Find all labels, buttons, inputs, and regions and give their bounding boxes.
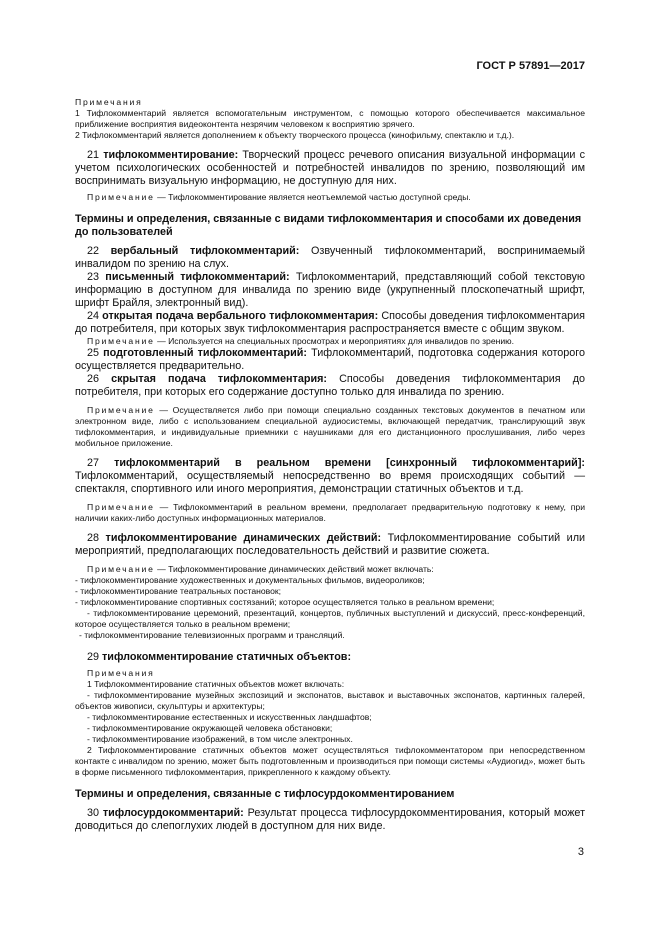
list-item: - тифлокомментирование телевизионных программ и трансляций. [79, 630, 345, 640]
list-item: - тифлокомментирование изображений, в том числе электронных. [87, 734, 353, 744]
term-27-note: Примечание — Тифлокомментарий в реальном времени, предполагает предварительную подготовку к нему, при наличии каких-либо доступных информационных материалов. [75, 502, 585, 523]
page-body [75, 55, 585, 833]
term-24: 24 открытая подача вербального тифлокомментария: Способы доведения тифлокомментария до потребителя, при которых звук тифлокомментария распространяется вместе с общим звуком. [75, 310, 586, 335]
term-29-note-1: 1 Тифлокомментирование статичных объектов может включать: [87, 679, 345, 689]
term-25: 25 подготовленный тифлокомментарий: Тифлокомментарий, подготовка содержания которого осуществляется предварительно. [75, 347, 586, 372]
term-23: 23 письменный тифлокомментарий: Тифлокомментарий, представляющий собой текстовую информацию в доступном для инвалида по зрению виде (укрупненный плоскопечатный шрифт, шрифт Брайля, электронный вид). [75, 271, 586, 309]
term-29-notes-label: Примечания [87, 668, 155, 678]
section-heading-2: Термины и определения, связанные с тифлосурдокомментированием [75, 788, 455, 800]
term-22: 22 вербальный тифлокомментарий: Озвученный тифлокомментарий, воспринимаемый инвалидом по зрению на слух. [75, 245, 585, 270]
term-24-note: Примечание — Используется на специальных просмотрах и мероприятиях для инвалидов по зрению. [87, 336, 514, 346]
term-26-note: Примечание — Осуществляется либо при помощи специально созданных текстовых документов в печатном или электронном виде, либо с использованием специальной аудиосистемы, включающей передатчик, транслирующий звук тифлокомментария, и индивидуальные приемники с наушниками для его дистанционного прослушивания, либо через мобильное приложение. [75, 405, 585, 448]
term-30: 30 тифлосурдокомментарий: Результат процесса тифлосурдокомментирования, который может доводиться до слепоглухих людей в доступном для них виде. [75, 807, 586, 832]
list-item: - тифлокомментирование художественных и документальных фильмов, видеороликов; [75, 575, 425, 585]
document-header: ГОСТ Р 57891—2017 [476, 60, 585, 72]
note-1: 1 Тифлокомментарий является вспомогательным инструментом, с помощью которого обеспечивается максимальное приближение восприятия видеоконтента незрячим человеком к восприятию зрячего. [75, 108, 585, 129]
term-28: 28 тифлокомментирование динамических действий: Тифлокомментирование событий или мероприятий, предполагающих последовательность действий и развитие сюжета. [75, 532, 586, 557]
term-28-note: Примечание — Тифлокомментирование динамических действий может включать: [87, 564, 434, 574]
list-item: - тифлокомментирование окружающей человека обстановки; [87, 723, 333, 733]
list-item: - тифлокомментирование естественных и искусственных ландшафтов; [87, 712, 372, 722]
term-29-note-2: 2 Тифлокомментирование статичных объектов может осуществляться тифлокомментатором при непосредственном контакте с инвалидом по зрению, может быть подготовленным и производиться при помощи системы «Аудиогид», может быть в форме письменного тифлокомментария, прикрепленного к каждому объекту. [75, 745, 585, 777]
note-2: 2 Тифлокомментарий является дополнением к объекту творческого процесса (кинофильму, спектаклю и т.д.). [75, 130, 515, 140]
term-21-note: Примечание — Тифлокомментирование является неотъемлемой частью доступной среды. [87, 192, 471, 202]
list-item: - тифлокомментирование спортивных состязаний; которое осуществляется только в реальном времени; [75, 597, 495, 607]
term-27: 27 тифлокомментарий в реальном времени [синхронный тифлокомментарий]: Тифлокомментарий, осуществляемый непосредственно во время происходящих событий — спектакля, спортивного или иного мероприятия, демонстрации статичных объектов и т.д. [75, 457, 586, 495]
section-heading-1: Термины и определения, связанные с видами тифлокомментария и способами их доведения до пользователей [75, 213, 582, 238]
term-26: 26 скрытая подача тифлокомментария: Способы доведения тифлокомментария до потребителя, при которых его содержание доступно только для инвалида по зрению. [75, 373, 586, 398]
term-29: 29 тифлокомментирование статичных объектов: [87, 651, 352, 663]
list-item: - тифлокомментирование театральных постановок; [75, 586, 282, 596]
page-number: 3 [577, 846, 584, 858]
list-item: - тифлокомментирование церемоний, презентаций, концертов, публичных выступлений и дискуссий, пресс-конференций, которое осуществляется только в реальном времени; [75, 608, 585, 629]
notes-label: Примечания [75, 97, 143, 107]
list-item: - тифлокомментирование музейных экспозиций и экспонатов, выставок и выставочных экспонатов, картинных галерей, объектов живописи, скульптуры и архитектуры; [75, 690, 585, 711]
term-21: 21 тифлокомментирование: Творческий процесс речевого описания визуальной информации с учетом психологических особенностей и потребностей инвалидов по зрению, позволяющий им воспринимать визуальную информацию, не доступную для них. [75, 149, 586, 187]
